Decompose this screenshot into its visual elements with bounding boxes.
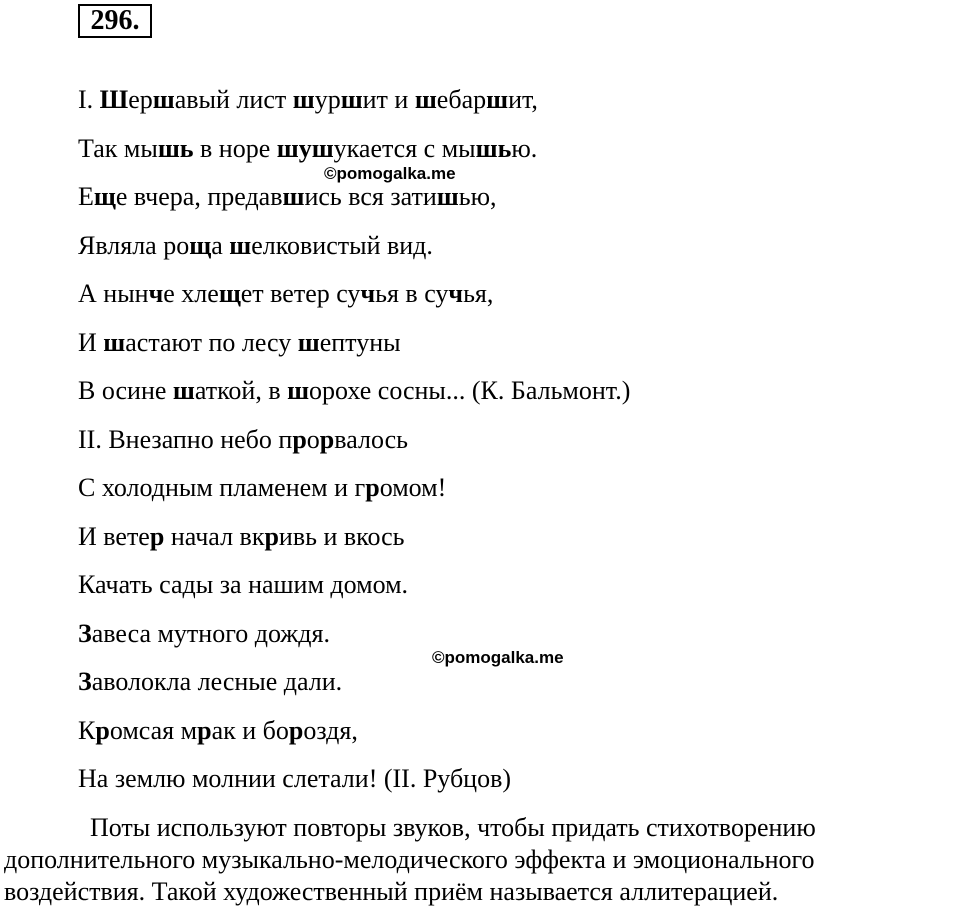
- poem-text: укается с мы: [333, 133, 476, 163]
- highlighted-sound: р: [319, 424, 335, 454]
- highlighted-sound: ш: [340, 85, 363, 114]
- poem-text: е хле: [163, 279, 219, 308]
- poem-text: С холодным пламенем и г: [78, 473, 366, 502]
- highlighted-sound: р: [264, 521, 279, 551]
- poem-text: ур: [314, 85, 341, 114]
- highlighted-sound: ш: [414, 85, 437, 114]
- poem-text: орохе сосны... (К. Бальмонт.): [309, 376, 631, 405]
- poem-text: И вете: [78, 521, 150, 551]
- highlighted-sound: ш: [297, 327, 320, 357]
- poem-text: оздя,: [303, 715, 358, 745]
- poem-text: К: [78, 715, 96, 745]
- highlighted-sound: З: [78, 667, 92, 696]
- highlighted-sound: З: [78, 618, 92, 648]
- poem-text: о: [306, 424, 320, 454]
- poem-text: ебар: [436, 85, 487, 114]
- poem-text: аткой, в: [194, 376, 288, 405]
- highlighted-sound: р: [95, 715, 110, 745]
- poem-text: Так мы: [78, 133, 158, 163]
- poem-line: [78, 763, 630, 812]
- highlighted-sound: р: [288, 715, 304, 745]
- poem-text: ак и бо: [211, 715, 289, 745]
- poem-text: а: [211, 230, 230, 260]
- poem-line: [78, 521, 630, 570]
- poem-text: елковистый вид.: [251, 230, 433, 260]
- highlighted-sound: щ: [189, 230, 212, 260]
- poem-text: омсая м: [109, 715, 198, 745]
- highlighted-sound: ч: [448, 279, 464, 308]
- poem-text: Являла ро: [78, 230, 190, 260]
- poem-line: [78, 472, 630, 521]
- highlighted-sound: ш: [172, 376, 195, 405]
- poem-line: [78, 230, 630, 279]
- exercise-number: 296.: [78, 4, 152, 38]
- poem-text: ью,: [458, 182, 497, 211]
- poem-text: ья,: [463, 279, 494, 308]
- poem-text: е вчера, предав: [115, 182, 283, 211]
- highlighted-sound: ш: [292, 85, 315, 114]
- poem-text: ит и: [362, 85, 415, 114]
- poem-text: Качать сады за нашим домом.: [78, 570, 409, 599]
- poem-line: [78, 84, 630, 133]
- poem-text: в норе: [193, 133, 277, 163]
- highlighted-sound: шуш: [276, 133, 334, 163]
- highlighted-sound: шь: [475, 133, 512, 163]
- poem-text: Е: [78, 182, 94, 211]
- poem-text: II. Внезапно небо п: [78, 424, 293, 454]
- poem-text: ер: [128, 85, 153, 114]
- highlighted-sound: ш: [282, 182, 305, 211]
- highlighted-sound: р: [149, 521, 165, 551]
- paragraph-line: воздействия. Такой художественный приём называется аллитерацией.: [4, 877, 779, 906]
- highlighted-sound: ш: [436, 182, 459, 211]
- poem-text: аволокла лесные дали.: [91, 667, 343, 696]
- highlighted-sound: ш: [287, 376, 310, 405]
- poem-text: В осине: [78, 376, 173, 405]
- poem-text: омом!: [379, 473, 447, 502]
- watermark: ©pomogalka.me: [324, 164, 456, 183]
- poem: [78, 84, 630, 812]
- poem-text: I.: [78, 85, 100, 114]
- highlighted-sound: щ: [218, 279, 241, 308]
- poem-line: [78, 569, 630, 618]
- poem-text: А нын: [78, 279, 149, 308]
- poem-line: [78, 278, 630, 327]
- poem-text: ептуны: [319, 327, 401, 357]
- explanation-paragraph: [4, 812, 958, 908]
- highlighted-sound: р: [365, 473, 380, 502]
- poem-text: астают по лесу: [125, 327, 298, 357]
- poem-text: авеса мутного дождя.: [91, 618, 330, 648]
- highlighted-sound: ш: [486, 85, 509, 114]
- paragraph-line: дополнительного музыкально-мелодического эффекта и эмоционального: [4, 845, 815, 874]
- poem-text: авый лист: [174, 85, 293, 114]
- poem-text: ись вся зати: [304, 182, 437, 211]
- poem-text: ю.: [511, 133, 538, 163]
- paragraph-line: Поты используют повторы звуков, чтобы придать стихотворению: [90, 813, 816, 842]
- poem-text: ет ветер су: [240, 279, 361, 308]
- poem-text: ит,: [508, 85, 538, 114]
- highlighted-sound: ш: [103, 327, 126, 357]
- poem-line: [78, 375, 630, 424]
- highlighted-sound: шь: [157, 133, 194, 163]
- poem-text: начал вк: [164, 521, 265, 551]
- poem-line: [78, 424, 630, 473]
- highlighted-sound: ш: [229, 230, 252, 260]
- poem-line: [78, 666, 630, 715]
- highlighted-sound: щ: [93, 182, 116, 211]
- poem-line: [78, 181, 630, 230]
- poem-text: валось: [334, 424, 408, 454]
- highlighted-sound: р: [292, 424, 307, 454]
- highlighted-sound: ч: [148, 279, 164, 308]
- highlighted-sound: ч: [360, 279, 376, 308]
- poem-text: ивь и вкось: [278, 521, 405, 551]
- highlighted-sound: р: [197, 715, 212, 745]
- poem-line: [78, 715, 630, 764]
- poem-line: [78, 327, 630, 376]
- poem-text: На землю молнии слетали! (II. Рубцов): [78, 764, 512, 793]
- poem-text: ья в су: [375, 279, 449, 308]
- poem-text: И: [78, 327, 104, 357]
- watermark: ©pomogalka.me: [432, 648, 564, 667]
- highlighted-sound: Ш: [99, 85, 129, 114]
- highlighted-sound: ш: [152, 85, 175, 114]
